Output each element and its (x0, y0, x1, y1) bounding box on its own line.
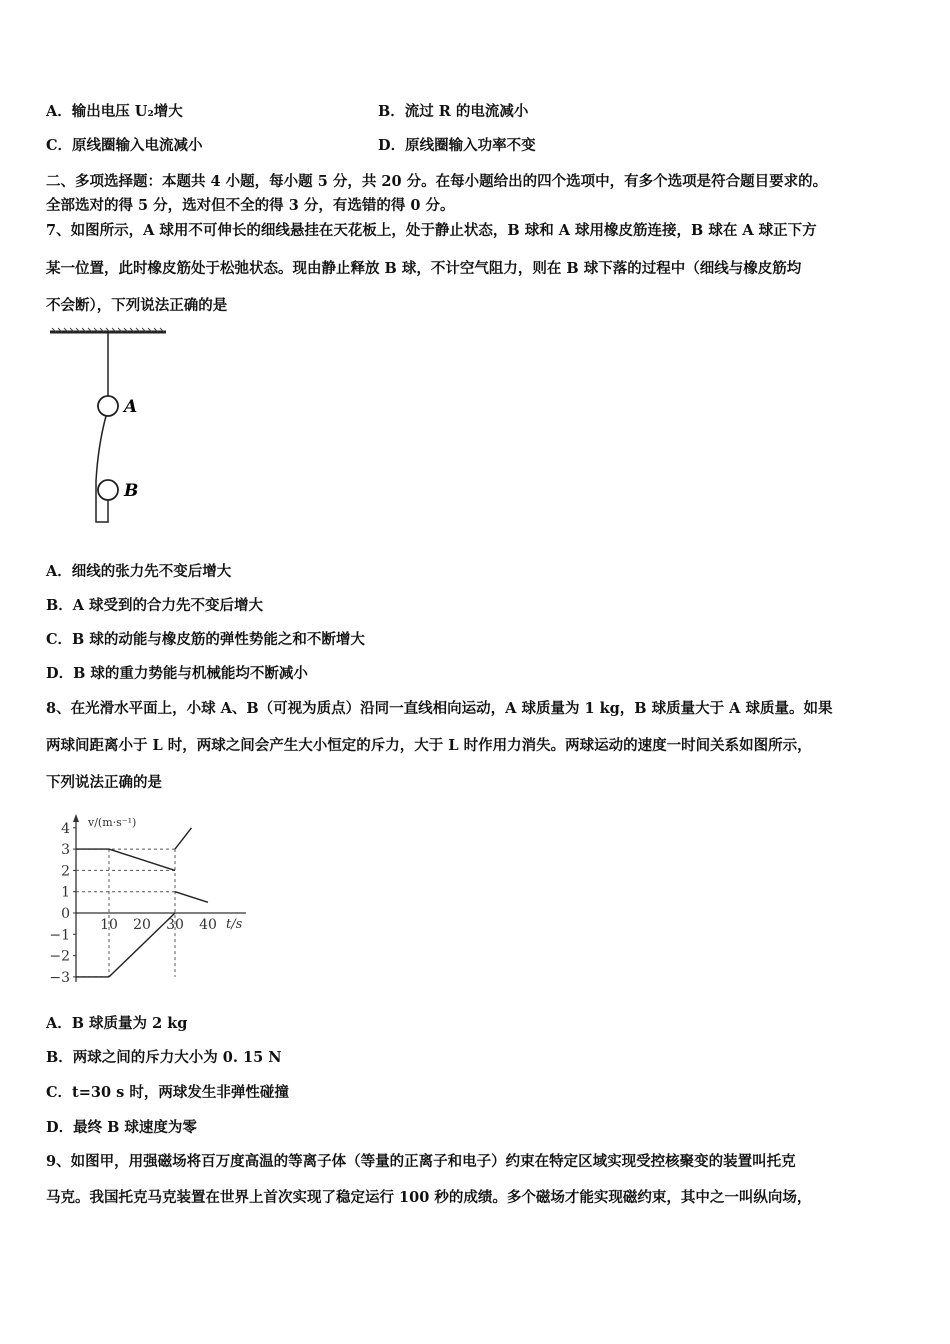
y-tick-label: 4 (61, 820, 70, 837)
y-axis-arrow (73, 814, 79, 822)
q7-option-b: B．A 球受到的合力先不变后增大 (46, 597, 264, 614)
y-tick-label: 1 (61, 884, 70, 901)
q7-stem-line3: 不会断），下列说法正确的是 (46, 297, 228, 314)
ball-b (98, 480, 118, 500)
q7-stem-line2: 某一位置，此时橡皮筋处于松弛状态。现由静止释放 B 球，不计空气阻力，则在 B 球下落的过程中（细线与橡皮筋均 (46, 260, 802, 277)
y-tick-label: 3 (61, 842, 70, 859)
ball-a (98, 396, 118, 416)
q6-option-a: A．输出电压 U₂增大 (46, 103, 183, 120)
vt-chart (46, 812, 256, 992)
q6-option-c: C．原线圈输入电流减小 (46, 137, 203, 154)
q7-stem-line1: 7、如图所示，A 球用不可伸长的细线悬挂在天花板上，处于静止状态，B 球和 A 球用橡皮筋连接，B 球在 A 球正下方 (46, 222, 817, 239)
x-tick-label: 40 (199, 917, 217, 933)
q8-option-a: A．B 球质量为 2 kg (46, 1015, 188, 1032)
q8-stem-line3: 下列说法正确的是 (46, 774, 162, 791)
q9-stem-line2: 马克。我国托克马克装置在世界上首次实现了稳定运行 100 秒的成绩。多个磁场才能实现磁约束，其中之一叫纵向场， (46, 1189, 812, 1206)
q8-option-c: C．t=30 s 时，两球发生非弹性碰撞 (46, 1084, 289, 1101)
section2-header-line2: 全部选对的得 5 分，选对但不全的得 3 分，有选错的得 0 分。 (46, 197, 455, 214)
ball-b-label: B (124, 481, 139, 501)
tick-labels (49, 821, 217, 986)
q6-option-d: D．原线圈输入功率不变 (378, 137, 536, 154)
y-tick-label: −1 (49, 927, 70, 944)
y-axis-label: v/(m·s⁻¹) (88, 816, 137, 829)
q8-stem-line1: 8、在光滑水平面上，小球 A、B（可视为质点）沿同一直线相向运动，A 球质量为 1 kg，B 球质量大于 A 球质量。如果 (46, 700, 833, 717)
series-upper-ball-segment (109, 849, 175, 870)
q9-stem-line1: 9、如图甲，用强磁场将百万度高温的等离子体（等量的正离子和电子）约束在特定区域实现受控核聚变的装置叫托克 (46, 1153, 796, 1170)
y-tick-label: −3 (49, 969, 70, 986)
q7-figure (46, 326, 176, 531)
q8-stem-line2: 两球间距离小于 L 时，两球之间会产生大小恒定的斥力，大于 L 时作用力消失。两球运动的速度一时间关系如图所示， (46, 737, 812, 754)
q8-option-d: D．最终 B 球速度为零 (46, 1119, 197, 1136)
q6-option-b: B．流过 R 的电流减小 (378, 103, 529, 120)
q7-option-d: D．B 球的重力势能与机械能均不断减小 (46, 665, 308, 682)
y-tick-label: −2 (49, 948, 70, 965)
y-tick-label: 2 (61, 863, 70, 880)
series-lines (76, 828, 208, 977)
ball-a-label: A (124, 397, 138, 417)
section2-header-line1: 二、多项选择题：本题共 4 小题，每小题 5 分，共 20 分。在每小题给出的四个选项中，有多个选项是符合题目要求的。 (46, 173, 828, 190)
rubber-band (96, 416, 108, 522)
series-upper-ball-segment (175, 828, 192, 849)
x-axis-label: t/s (226, 917, 243, 932)
q7-option-c: C．B 球的动能与橡皮筋的弹性势能之和不断增大 (46, 631, 365, 648)
q7-option-a: A．细线的张力先不变后增大 (46, 563, 232, 580)
x-tick-label: 30 (166, 917, 184, 933)
y-tick-label: 0 (61, 906, 70, 922)
x-tick-label: 10 (100, 917, 118, 933)
q8-option-b: B．两球之间的斥力大小为 0. 15 N (46, 1049, 282, 1066)
x-tick-label: 20 (133, 917, 151, 933)
series-lower-ball-segment (175, 892, 208, 903)
